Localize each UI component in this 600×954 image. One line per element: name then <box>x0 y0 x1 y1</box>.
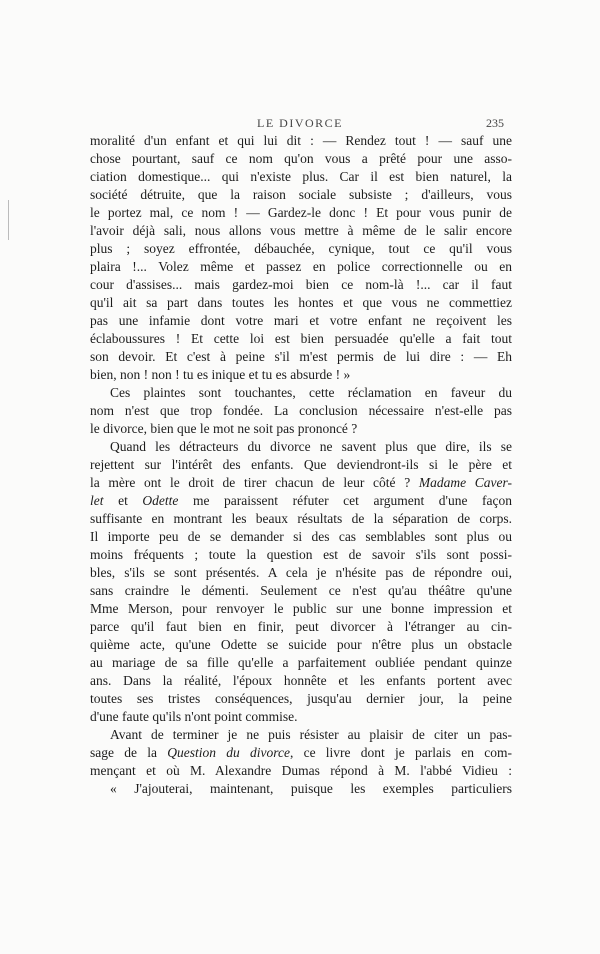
text-line <box>90 672 512 690</box>
text-line <box>90 474 512 492</box>
text-segment: « J'ajouterai, maintenant, puisque les exemples particuliers <box>110 781 512 796</box>
text-line <box>90 348 512 366</box>
text-segment: d'une faute qu'ils n'ont point commise. <box>90 709 298 724</box>
text-line <box>90 546 512 564</box>
text-segment: quième acte, qu'une Odette se suicide pour n'être plus un obstacle <box>90 637 512 652</box>
text-segment: sage de la <box>90 745 168 760</box>
text-line <box>90 528 512 546</box>
text-line <box>90 384 512 402</box>
text-line <box>90 780 512 798</box>
text-segment: société détruite, que la raison sociale subsiste ; d'ailleurs, vous <box>90 187 512 202</box>
text-line <box>90 420 512 438</box>
text-segment: son devoir. Et c'est à peine s'il m'est permis de lui dire : — Eh <box>90 349 512 364</box>
text-line <box>90 366 512 384</box>
text-segment: le portez mal, ce nom ! — Gardez-le donc ! Et pour vous punir de <box>90 205 512 220</box>
text-line <box>90 582 512 600</box>
text-segment: plaira !... Volez même et passez en police correctionnelle ou en <box>90 259 512 274</box>
text-line <box>90 726 512 744</box>
text-segment: ciation domestique... qui n'existe plus. Car il est bien naturel, la <box>90 169 512 184</box>
text-line <box>90 312 512 330</box>
text-line <box>90 654 512 672</box>
text-segment: le divorce, bien que le mot ne soit pas prononcé ? <box>90 421 358 436</box>
text-line <box>90 744 512 762</box>
text-line <box>90 258 512 276</box>
italic-text: let <box>90 493 104 508</box>
text-line <box>90 222 512 240</box>
text-segment: toutes ses tristes conséquences, jusqu'au dernier jour, la peine <box>90 691 512 706</box>
text-segment: sans craindre le démenti. Seulement ce n'est qu'au théâtre qu'une <box>90 583 512 598</box>
text-segment: éclaboussures ! Et cette loi est bien persuadée qu'elle a fait tout <box>90 331 512 346</box>
text-segment: ans. Dans la réalité, l'époux honnête et les enfants portent avec <box>90 673 512 688</box>
text-segment: la mère ont le droit de tirer chacun de leur côté ? <box>90 475 419 490</box>
text-segment: Ces plaintes sont touchantes, cette réclamation en faveur du <box>110 385 512 400</box>
text-line <box>90 510 512 528</box>
text-line <box>90 276 512 294</box>
text-line <box>90 636 512 654</box>
text-line <box>90 690 512 708</box>
text-segment: , ce livre dont je parlais en com- <box>289 745 512 760</box>
page-number: 235 <box>486 116 504 130</box>
text-line <box>90 294 512 312</box>
text-line <box>90 168 512 186</box>
scan-edge-mark <box>8 200 9 240</box>
text-segment: nom n'est que trop fondée. La conclusion nécessaire n'est-elle pas <box>90 403 512 418</box>
text-segment: Quand les détracteurs du divorce ne savent plus que dire, ils se <box>110 439 512 454</box>
italic-text: Odette <box>142 493 179 508</box>
text-segment: suffisante en montrant les beaux résultats de la séparation de corps. <box>90 511 512 526</box>
page-body-text <box>90 132 512 798</box>
italic-text: Madame Caver- <box>418 475 512 490</box>
text-segment: et <box>103 493 143 508</box>
text-line <box>90 186 512 204</box>
text-segment: bles, s'ils se sont présentés. A cela je n'hésite pas de répondre oui, <box>90 565 512 580</box>
italic-text: Question du divorce <box>167 745 290 760</box>
text-segment: qu'il ait sa part dans toutes les hontes et que vous ne commettiez <box>90 295 512 310</box>
text-line <box>90 402 512 420</box>
text-line <box>90 708 512 726</box>
text-line <box>90 456 512 474</box>
text-line <box>90 330 512 348</box>
text-line <box>90 600 512 618</box>
text-segment: Avant de terminer je ne puis résister au plaisir de citer un pas- <box>110 727 512 742</box>
text-segment: moins fréquents ; toute la question est de savoir s'ils sont possi- <box>90 547 512 562</box>
text-segment: Mme Merson, pour renvoyer le public sur une bonne impression et <box>90 601 512 616</box>
text-segment: pas une infamie dont votre mari et votre enfant ne reçoivent les <box>90 313 512 328</box>
text-line <box>90 150 512 168</box>
text-segment: moralité d'un enfant et qui lui dit : — Rendez tout ! — sauf une <box>90 133 512 148</box>
text-line <box>90 492 512 510</box>
running-title: LE DIVORCE <box>257 116 343 130</box>
text-segment: rejettent sur l'intérêt des enfants. Que deviendront-ils si le père et <box>90 457 512 472</box>
text-line <box>90 240 512 258</box>
text-line <box>90 618 512 636</box>
text-line <box>90 438 512 456</box>
page-header <box>90 116 510 132</box>
text-line <box>90 564 512 582</box>
text-segment: Il importe peu de se demander si des cas semblables sont plus ou <box>90 529 512 544</box>
text-line <box>90 132 512 150</box>
text-segment: bien, non ! non ! tu es inique et tu es absurde ! » <box>90 367 351 382</box>
text-line <box>90 762 512 780</box>
text-segment: chose pourtant, sauf ce nom qu'on vous a prêté pour une asso- <box>90 151 512 166</box>
text-segment: mençant et où M. Alexandre Dumas répond à M. l'abbé Vidieu : <box>90 763 512 778</box>
text-segment: cour d'assises... mais gardez-moi bien ce nom-là !... car il faut <box>90 277 512 292</box>
text-segment: l'avoir déjà sali, nous allons vous mettre à même de le salir encore <box>90 223 512 238</box>
text-segment: me paraissent réfuter cet argument d'une façon <box>178 493 512 508</box>
text-segment: au mariage de sa fille qu'elle a parfaitement oubliée pendant quinze <box>90 655 512 670</box>
text-segment: parce qu'il faut bien en finir, peut divorcer à l'étranger au cin- <box>90 619 512 634</box>
text-line <box>90 204 512 222</box>
text-segment: plus ; soyez effrontée, débauchée, cynique, tout ce qu'il vous <box>90 241 512 256</box>
